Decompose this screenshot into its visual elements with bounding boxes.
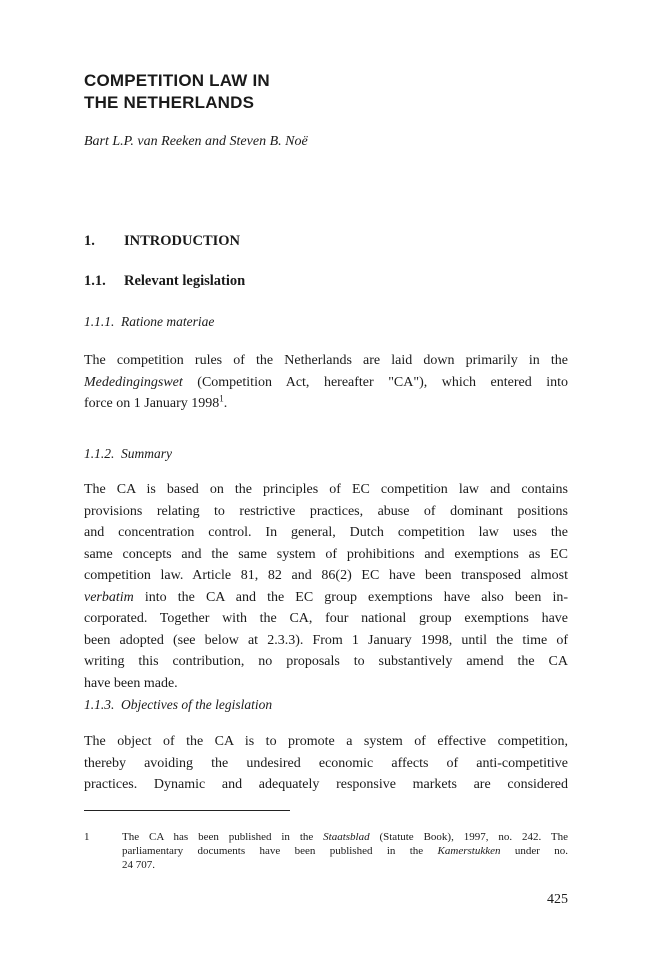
footnote-divider [84,810,290,811]
chapter-title-line1: COMPETITION LAW IN [84,71,270,90]
footnote-text-part: parliamentary documents have been published in the [122,845,438,857]
footnote-line [122,844,568,858]
paragraph-line [84,587,568,609]
subsubsection-number: 1.1.3. [84,697,115,712]
footnote-line [122,830,568,844]
paragraph-ratione-materiae [84,350,568,415]
subsubsection-title: Objectives of the legislation [121,697,273,712]
footnote-number: 1 [84,831,90,843]
section-heading-1 [84,233,240,250]
footnote-text [122,830,568,872]
paragraph-line [84,372,568,394]
footnote-text-part: The CA has been published in the [122,831,324,843]
paragraph-line: corporated. Together with the CA, four national group exemptions have [84,611,568,626]
paragraph-summary [84,479,568,694]
paragraph-text: force on 1 January 1998 [84,396,220,411]
subsection-title: Relevant legislation [124,273,246,289]
section-title: INTRODUCTION [124,233,241,249]
paragraph-line: writing this contribution, no proposals to substantively amend the CA [84,654,568,669]
paragraph-line: The competition rules of the Netherlands are laid down primarily in the [84,353,568,368]
subsubsection-number: 1.1.1. [84,314,115,329]
subsubsection-heading-1-1-1 [84,314,214,330]
paragraph-line: been adopted (see below at 2.3.3). From 1 January 1998, until the time of [84,632,568,648]
publication-name: Kamerstukken [437,845,501,857]
paragraph-text: . [223,396,228,411]
paragraph-line: The CA is based on the principles of EC competition law and contains [84,482,568,497]
subsection-heading-1-1 [84,273,245,290]
paragraph-line: same concepts and the same system of prohibitions and exemptions as EC [84,546,568,562]
paragraph-line [84,393,568,415]
footnote-ref[interactable]: 1 [219,393,224,404]
subsubsection-title: Ratione materiae [121,314,215,329]
chapter-title [84,70,504,114]
footnote-line: 24 707. [122,859,155,871]
paragraph-line: thereby avoiding the undesired economic affects of anti-competitive [84,755,568,771]
footnote-text-part: under no. [500,845,568,857]
paragraph-text: (Competition Act, hereafter "CA"), which entered into [182,374,568,390]
chapter-title-line2: THE NETHERLANDS [84,93,255,112]
paragraph-line: provisions relating to restrictive practices, abuse of dominant positions [84,503,568,519]
paragraph-objectives [84,731,568,796]
paragraph-text: into the CA and the EC group exemptions have also been in- [133,589,568,605]
footnote [84,830,568,872]
subsubsection-heading-1-1-3 [84,697,272,713]
paragraph-line: and concentration control. In general, Dutch competition law uses the [84,525,568,540]
subsection-number: 1.1. [84,273,106,289]
paragraph-line: have been made. [84,675,178,691]
authors: Bart L.P. van Reeken and Steven B. Noë [84,134,308,149]
page-number: 425 [547,892,568,907]
subsubsection-number: 1.1.2. [84,446,115,461]
section-number: 1. [84,233,95,249]
italic-term: verbatim [84,589,134,605]
subsubsection-title: Summary [121,446,172,461]
publication-name: Staatsblad [323,831,370,843]
footnote-text-part: (Statute Book), 1997, no. 242. The [369,831,568,843]
paragraph-line: practices. Dynamic and adequately responsive markets are considered [84,777,568,792]
act-name: Mededingingswet [84,374,183,390]
paragraph-line: competition law. Article 81, 82 and 86(2) EC have been transposed almost [84,568,568,583]
subsubsection-heading-1-1-2 [84,446,172,462]
paragraph-line: The object of the CA is to promote a system of effective competition, [84,734,568,749]
